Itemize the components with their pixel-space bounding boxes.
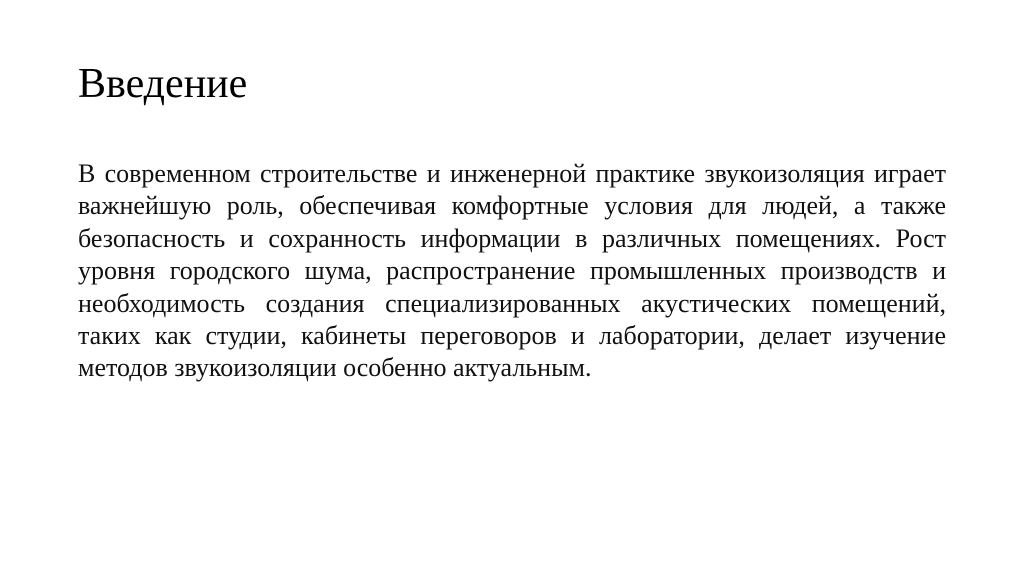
slide-body-text: В современном строительстве и инженерной практике звукоизоляция играет важнейшую роль, обеспечивая комфортные условия для людей, а также безопасность и сохранность информации в различных помещениях. Рост уровня городского шума, распространение промышленных производств и необходимость создания специализированных акустических помещений, таких как студии, кабинеты переговоров и лаборатории, делает изучение методов звукоизоляции особенно актуальным. (78, 159, 946, 383)
slide-title: Введение (78, 61, 248, 107)
